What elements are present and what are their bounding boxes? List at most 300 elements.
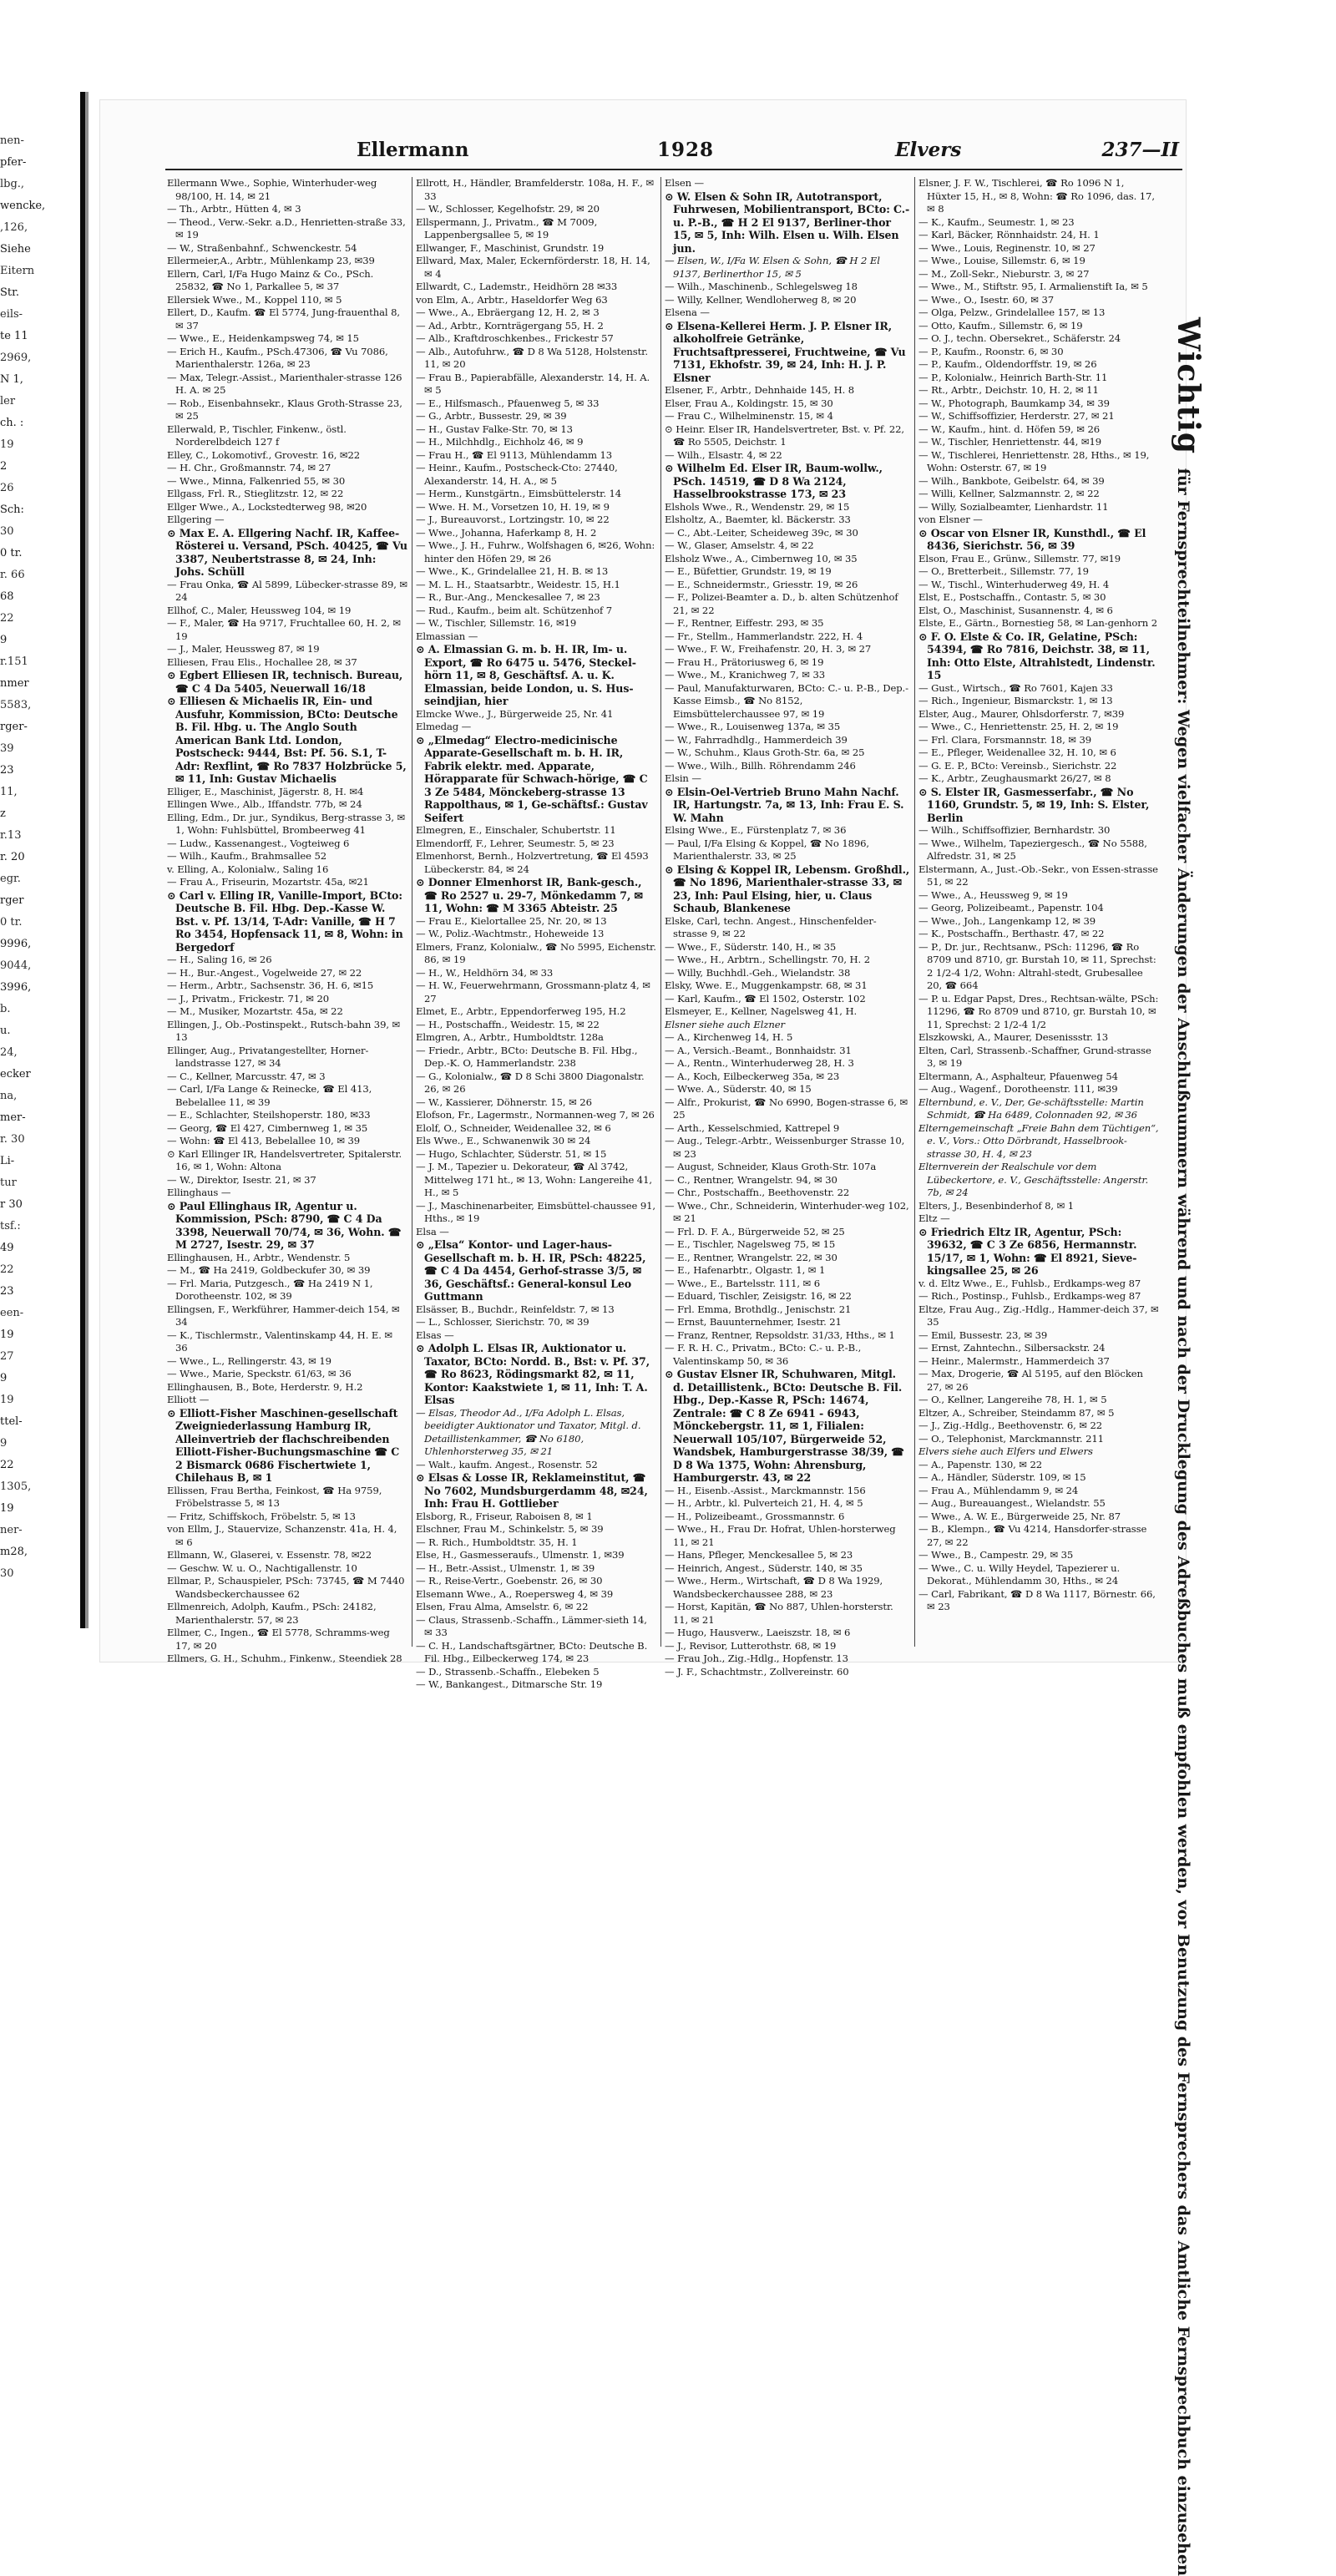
edge-fragment: 24,	[0, 1046, 18, 1059]
directory-entry: — Arth., Kesselschmied, Kattrepel 9	[665, 1121, 840, 1134]
directory-entry: — Wwe., A., Ebräergang 12, H. 2, ✉ 3	[416, 306, 600, 318]
directory-entry: — Frau C., Wilhelminenstr. 15, ✉ 4	[665, 410, 833, 422]
notice-text: für Fernsprechteilnehmer: Wegen vielfacher Änderungen der Anschlußnummern während und nach der Drucklegung des Adreßbuches muß empfohlen werden, vor Benutzung des Fernsprechers das Amtliche Fernsprechbuch einzusehen	[1174, 468, 1192, 2576]
directory-entry: — Rich., Ingenieur, Bismarckstr. 1, ✉ 13	[918, 695, 1113, 706]
directory-entry: Elmendorff, F., Lehrer, Seumestr. 5, ✉ 23	[416, 837, 615, 849]
directory-entry: — Wilh., Schiffsoffizier, Bernhardstr. 30	[918, 824, 1111, 836]
directory-entry: Elschner, Frau M., Schinkelstr. 5, ✉ 39	[416, 1523, 604, 1535]
directory-entry: Ellermeier,A., Arbtr., Mühlenkamp 23, ✉39	[167, 255, 375, 266]
directory-entry: ⊙ Elsing & Koppel IR, Lebensm. Großhdl., ☎ No 1896, Marienthaler-strasse 33, ✉ 23, Inh: Paul Elsing, hier, u. Claus Schaub, Blankenese	[665, 863, 910, 914]
directory-entry: Elsemann Wwe., A., Roepersweg 4, ✉ 39	[416, 1587, 614, 1600]
directory-entry: — H., Postschaffn., Weidestr. 15, ✉ 22	[416, 1018, 600, 1030]
directory-entry: — Karl, Bäcker, Rönnhaidstr. 24, H. 1	[918, 229, 1100, 240]
directory-entry: ⊙ Wilhelm Ed. Elser IR, Baum-wollw., PSch. 14519, ☎ D 8 Wa 2124, Hasselbrookstrasse 173, ✉ 23	[665, 462, 883, 500]
directory-entry: — H., Arbtr., kl. Pulverteich 21, H. 4, ✉ 5	[665, 1497, 863, 1509]
directory-entry: — Erich H., Kaufm., PSch.47306, ☎ Vu 7086, Marienthalerstr. 126a, ✉ 23	[167, 345, 388, 370]
edge-fragment: 19	[0, 438, 14, 451]
directory-entry: Ellinghaus —	[167, 1187, 231, 1198]
directory-entry: — Willi, Kellner, Salzmannstr. 2, ✉ 22	[918, 488, 1100, 499]
directory-entry: — F., Maler, ☎ Ha 9717, Fruchtallee 60, H. 2, ✉ 19	[167, 617, 402, 642]
directory-entry: — Wohn: ☎ El 413, Bebelallee 10, ✉ 39	[167, 1135, 361, 1146]
directory-entry: — H., Polizeibeamt., Grossmannstr. 6	[665, 1510, 845, 1522]
directory-entry: — J., Zig.-Hdlg., Beethovenstr. 6, ✉ 22	[918, 1420, 1103, 1431]
directory-entry: — Gust., Wirtsch., ☎ Ro 7601, Kajen 33	[918, 681, 1113, 694]
directory-entry: — K., Kaufm., Seumestr. 1, ✉ 23	[918, 215, 1075, 228]
directory-entry: — Karl, Kaufm., ☎ El 1502, Osterstr. 102	[665, 992, 866, 1005]
directory-entry: — W., Glaser, Amselstr. 4, ✉ 22	[665, 539, 814, 551]
directory-entry: — W., Poliz.-Wachtmstr., Hoheweide 13	[416, 928, 605, 939]
directory-entry: — Wwe., Chr., Schneiderin, Winterhuder-weg 102, ✉ 21	[665, 1199, 909, 1224]
directory-entry: Elster, Aug., Maurer, Ohlsdorferstr. 7, ✉39	[918, 707, 1125, 720]
directory-entry: Elofson, Fr., Lagermstr., Normannen-weg 7, ✉ 26	[416, 1109, 655, 1121]
directory-entry: Ellmers, G. H., Schuhm., Finkenw., Steendiek 28	[167, 1652, 402, 1664]
edge-fragment: tsf.:	[0, 1220, 21, 1232]
directory-entry: Eltze, Frau Aug., Zig.-Hdlg., Hammer-deich 37, ✉ 35	[918, 1303, 1159, 1328]
edge-fragment: 0 tr.	[0, 547, 23, 559]
directory-entry: — W., Photograph, Baumkamp 34, ✉ 39	[918, 397, 1110, 409]
notice-lead: Wichtig	[1171, 317, 1206, 455]
directory-entry: — J., Maler, Heussweg 87, ✉ 19	[167, 643, 320, 655]
directory-entry: ⊙ S. Elster IR, Gasmesserfabr., ☎ No 1160, Grundstr. 5, ✉ 19, Inh: S. Elster, Berlin	[918, 785, 1150, 824]
directory-entry: Ellmann, W., Glaserei, v. Essenstr. 78, ✉22	[167, 1549, 372, 1561]
directory-entry: ⊙ Carl v. Elling IR, Vanille-Import, BCto: Deutsche B. Fil. Hbg. Dep.-Kasse W. Bst. v. Pf. 13/14, T-Adr: Vanille, ☎ H 7 Ro 3454, Hopfensack 11, ✉ 8, Wohn: in Bergedorf	[167, 888, 403, 954]
edge-fragment: rger	[0, 894, 24, 907]
directory-entry: — Wwe., F., Süderstr. 140, H., ✉ 35	[665, 940, 837, 953]
edge-fragment: 9	[0, 1437, 8, 1450]
directory-entry: ⊙ W. Elsen & Sohn IR, Autotransport, Fuhrwesen, Mobilientransport, BCto: C.-u. P.-B., ☎ H 2 El 9137, Berliner-thor 15, ✉ 5, Inh: Wilh. Elsen u. Wilh. Elsen jun.	[665, 190, 910, 255]
directory-columns	[167, 177, 1177, 1690]
directory-entry: Elmegren, E., Einschaler, Schubertstr. 11	[416, 824, 616, 836]
directory-entry: — Wilh., Elsastr. 4, ✉ 22	[665, 448, 782, 461]
directory-entry: — O., Telephonist, Marckmannstr. 211	[918, 1432, 1104, 1445]
directory-entry: — W., Schuhm., Klaus Groth-Str. 6a, ✉ 25	[665, 746, 865, 758]
directory-entry: — Heinr., Malermstr., Hammerdeich 37	[918, 1354, 1110, 1367]
directory-entry: — Otto, Kaufm., Sillemstr. 6, ✉ 19	[918, 319, 1083, 331]
left-page-edge	[0, 0, 84, 1818]
directory-entry: Ellermann Wwe., Sophie, Winterhuder-weg 98/100, H. 14, ✉ 21	[167, 177, 377, 202]
directory-entry: — E., Hafenarbtr., Olgastr. 1, ✉ 1	[665, 1264, 826, 1276]
edge-fragment: rger-	[0, 721, 28, 733]
directory-entry: — Rt., Arbtr., Deichstr. 10, H. 2, ✉ 11	[918, 384, 1099, 396]
directory-entry: — Frau B., Papierabfälle, Alexanderstr. 14, H. A. ✉ 5	[416, 371, 650, 396]
directory-entry: — Wwe., E., Heidenkampsweg 74, ✉ 15	[167, 332, 359, 344]
directory-entry: — W., Tischler, Henriettenstr. 44, ✉19	[918, 436, 1102, 448]
directory-entry: — Friedr., Arbtr., BCto: Deutsche B. Fil. Hbg., Dep.-K. O, Hammerlandstr. 238	[416, 1044, 638, 1069]
directory-entry: — C. H., Landschaftsgärtner, BCto: Deutsche B. Fil. Hbg., Eilbeckerweg 174, ✉ 23	[416, 1639, 648, 1664]
edge-fragment: 49	[0, 1242, 14, 1254]
directory-entry: — Wwe. A., Süderstr. 40, ✉ 15	[665, 1083, 812, 1095]
directory-entry: — Carl, I/Fa Lange & Reinecke, ☎ El 413, Bebelallee 11, ✉ 39	[167, 1083, 372, 1108]
directory-entry: Elliger, E., Maschinist, Jägerstr. 8, H. ✉4	[167, 785, 364, 797]
edge-fragment: pfer-	[0, 156, 27, 169]
edge-fragment: Siehe	[0, 243, 31, 256]
directory-entry: ⊙ Karl Ellinger IR, Handelsvertreter, Spitalerstr. 16, ✉ 1, Wohn: Altona	[167, 1147, 402, 1172]
directory-entry: ⊙ Friedrich Eltz IR, Agentur, PSch: 39632, ☎ C 3 Ze 6856, Hermannstr. 15/17, ✉ 1, Wohn: ☎ El 8921, Sieve-kingsallee 25, ✉ 26	[918, 1225, 1137, 1277]
edge-fragment: 22	[0, 612, 14, 625]
directory-entry: von Ellm, J., Stauervize, Schanzenstr. 41a, H. 4, ✉ 6	[167, 1523, 397, 1548]
directory-entry: Ellrott, H., Händler, Bramfelderstr. 108a, H. F., ✉ 33	[416, 177, 655, 202]
directory-entry: — Wwe., L., Rellingerstr. 43, ✉ 19	[167, 1354, 331, 1367]
directory-entry: ⊙ „Elmedag“ Electro-medicinische Apparate-Gesellschaft m. b. H. IR, Fabrik elektr. med. Apparate, Hörapparate für Schwach-hörige, ☎ C 3 Ze 5484, Mönckeberg-strasse 13 Rappolthaus, ✉ 1, Ge-schäftsf.: Gustav Seifert	[416, 733, 648, 824]
directory-entry: Eltermann, A., Asphalteur, Pfauenweg 54	[918, 1070, 1118, 1082]
edge-fragment: Sch:	[0, 504, 24, 516]
directory-entry: Elley, C., Lokomotivf., Grovestr. 16, ✉22	[167, 448, 361, 461]
directory-entry: — Wwe., M., Kranichweg 7, ✉ 33	[665, 669, 826, 681]
directory-entry: Elmcke Wwe., J., Bürgerweide 25, Nr. 41	[416, 707, 614, 720]
directory-entry: Ellgass, Frl. R., Stieglitzstr. 12, ✉ 22	[167, 488, 344, 499]
directory-entry: — Wwe., H., Frau Dr. Hofrat, Uhlen-horsterweg 11, ✉ 21	[665, 1523, 896, 1548]
edge-fragment: 19	[0, 1394, 14, 1406]
directory-entry: — Hans, Pfleger, Menckesallee 5, ✉ 23	[665, 1549, 853, 1561]
directory-entry: ⊙ Heinr. Elser IR, Handelsvertreter, Bst. v. Pf. 22, ☎ Ro 5505, Deichstr. 1	[665, 423, 905, 448]
directory-entry: ⊙ Egbert Elliesen IR, technisch. Bureau, ☎ C 4 Da 5405, Neuerwall 16/18	[167, 669, 403, 695]
directory-entry: — Wwe., A. W. E., Bürgerweide 25, Nr. 87	[918, 1510, 1121, 1522]
edge-fragment: lbg.,	[0, 178, 25, 190]
directory-entry: — Ad., Arbtr., Kornträgergang 55, H. 2	[416, 319, 604, 331]
directory-entry: Elsner, J. F. W., Tischlerei, ☎ Ro 1096 N 1, Hüxter 15, H., ✉ 8, Wohn: ☎ Ro 1096, das. 17, ✉ 8	[918, 177, 1155, 215]
directory-entry: — R., Bur.-Ang., Menckesallee 7, ✉ 23	[416, 591, 600, 603]
directory-entry: v. Elling, A., Kolonialw., Saling 16	[167, 863, 329, 875]
header-rule	[165, 169, 1182, 170]
directory-entry: — W., Kaufm., hint. d. Höfen 59, ✉ 26	[918, 423, 1101, 435]
directory-entry: ⊙ Paul Ellinghaus IR, Agentur u. Kommission, PSch: 8790, ☎ C 4 Da 3398, Neuerwall 70/74, ✉ 36, Wohn. ☎ M 2727, Isestr. 29, ✉ 37	[167, 1199, 402, 1251]
column-divider	[914, 177, 915, 1647]
edge-fragment: 68	[0, 590, 14, 603]
directory-entry: Elters, J., Besenbinderhof 8, ✉ 1	[918, 1199, 1075, 1212]
edge-fragment: ler	[0, 395, 16, 407]
directory-entry: — Wwe., Louise, Sillemstr. 6, ✉ 19	[918, 255, 1086, 266]
directory-entry: Elstermann, A., Just.-Ob.-Sekr., von Essen-strasse 51, ✉ 22	[918, 863, 1158, 888]
edge-fragment: Eitern	[0, 265, 35, 277]
directory-entry: Elson, Frau E., Grünw., Sillemstr. 77, ✉19	[918, 552, 1121, 564]
directory-entry: — J. F., Schachtmstr., Zollvereinstr. 60	[665, 1665, 849, 1678]
directory-entry: — Wwe., Wilh., Billh. Röhrendamm 246	[665, 759, 856, 772]
directory-entry: — A., Papenstr. 130, ✉ 22	[918, 1458, 1043, 1470]
edge-fragment: nen-	[0, 134, 24, 147]
directory-entry: Elsässer, B., Buchdr., Reinfeldstr. 7, ✉ 13	[416, 1303, 615, 1315]
directory-entry: — Elsas, Theodor Ad., I/Fa Adolph L. Elsas, beeidigter Auktionator und Taxator, Mitgl. d. Detaillistenkammer, ☎ No 6180, Uhlenhorsterweg 35, ✉ 21	[416, 1406, 641, 1457]
column-3	[665, 177, 910, 1678]
directory-entry: ⊙ Adolph L. Elsas IR, Auktionator u. Taxator, BCto: Nordd. B., Bst: v. Pf. 37, ☎ Ro 8623, Rödingsmarkt 82, ✉ 11, Kontor: Kaakstwiete 1, ✉ 11, Inh: T. A. Elsas	[416, 1342, 650, 1406]
edge-fragment: ttel-	[0, 1415, 23, 1428]
directory-entry: Ellinger, Aug., Privatangestellter, Horner-landstrasse 127, ✉ 34	[167, 1044, 369, 1069]
directory-entry: Elsing Wwe., E., Fürstenplatz 7, ✉ 36	[665, 824, 847, 836]
edge-fragment: nmer	[0, 677, 29, 690]
directory-entry: Ellger Wwe., A., Lockstedterweg 98, ✉20	[167, 500, 367, 513]
directory-entry: — Emil, Bussestr. 23, ✉ 39	[918, 1328, 1048, 1341]
directory-entry: — Georg, ☎ El 427, Cimbernweg 1, ✉ 35	[167, 1121, 368, 1134]
directory-entry: — G. E. P., BCto: Vereinsb., Sierichstr. 22	[918, 759, 1117, 772]
directory-entry: Elske, Carl, techn. Angest., Hinschenfelder-strasse 9, ✉ 22	[665, 914, 877, 939]
directory-entry: — W., Tischlerei, Henriettenstr. 28, Hths., ✉ 19, Wohn: Osterstr. 67, ✉ 19	[918, 448, 1150, 473]
directory-entry: — H., Saling 16, ✉ 26	[167, 954, 272, 965]
directory-entry: — H., W., Heldhörn 34, ✉ 33	[416, 966, 554, 979]
edge-fragment: r.13	[0, 829, 22, 842]
directory-entry: — A., Rentn., Winterhuderweg 28, H. 3	[665, 1057, 854, 1069]
edge-fragment: egr.	[0, 873, 21, 885]
edge-fragment: 9	[0, 634, 8, 646]
directory-entry: — W., Kassierer, Döhnerstr. 15, ✉ 26	[416, 1096, 592, 1108]
edge-fragment: 26	[0, 482, 14, 494]
directory-entry: ⊙ Oscar von Elsner IR, Kunsthdl., ☎ El 8436, Sierichstr. 56, ✉ 39	[918, 526, 1146, 552]
directory-entry: — F., Rentner, Eiffestr. 293, ✉ 35	[665, 617, 824, 629]
directory-entry: — J., Revisor, Lutterothstr. 68, ✉ 19	[665, 1639, 837, 1652]
directory-entry: — B., Klempn., ☎ Vu 4214, Hansdorfer-strasse 27, ✉ 22	[918, 1523, 1147, 1548]
directory-entry: — D., Strassenb.-Schaffn., Elebeken 5	[416, 1665, 600, 1678]
directory-entry: — M., Musiker, Mozartstr. 45a, ✉ 22	[167, 1005, 343, 1017]
directory-entry: ⊙ Elsena-Kellerei Herm. J. P. Elsner IR, alkoholfreie Getränke, Fruchtsaftpresserei, Fruchtweine, ☎ Vu 7131, Ekhofstr. 39, ✉ 24, Inh: H. J. P. Elsner	[665, 319, 906, 384]
directory-entry: — Herm., Kunstgärtn., Eimsbüttelerstr. 14	[416, 488, 622, 499]
edge-fragment: b.	[0, 1003, 11, 1015]
directory-entry: ⊙ Gustav Elsner IR, Schuhwaren, Mitgl. d. Detaillistenk., BCto: Deutsche B. Fil. Hbg., Dep.-Kasse R, PSch: 14674, Zentrale: ☎ C 8 Ze 6941 - 6943, Mönckebergstr. 11, ✉ 1, Filialen: Neuerwall 105/107, Bürgerweide 52, Wandsbek, Hamburgerstrasse 38/39, ☎ D 8 Wa 1375, Wohn: Ahrensburg, Hamburgerstr. 43, ✉ 22	[665, 1368, 904, 1484]
directory-entry: — H., Milchhdlg., Eichholz 46, ✉ 9	[416, 436, 584, 448]
directory-entry: Eltzer, A., Schreiber, Steindamm 87, ✉ 5	[918, 1406, 1115, 1419]
directory-entry: — C., Rentner, Wrangelstr. 94, ✉ 30	[665, 1173, 838, 1186]
directory-entry: Elvers siehe auch Elfers und Elwers	[918, 1445, 1093, 1457]
edge-fragment: ,126,	[0, 221, 28, 234]
directory-entry: — L., Schlosser, Sierichstr. 70, ✉ 39	[416, 1316, 590, 1328]
directory-entry: Ellwardt, C., Lademstr., Heidhörn 28 ✉33	[416, 281, 618, 292]
directory-entry: ⊙ Elliesen & Michaelis IR, Ein- und Ausfuhr, Kommission, BCto: Deutsche B. Fil. Hbg. u. The Anglo South American Bank Ltd. London, Postscheck: 9444, Bst: Pf. 56. S.1, T-Adr: Rexflint, ☎ Ro 7837 Holzbrücke 5, ✉ 11, Inh: Gustav Michaelis	[167, 695, 407, 785]
directory-entry: — Aug., Wagenf., Dorotheenstr. 111, ✉39	[918, 1083, 1118, 1095]
directory-entry: — F. R. H. C., Privatm., BCto: C.- u. P.-B., Valentinskamp 50, ✉ 36	[665, 1342, 862, 1367]
directory-entry: ⊙ „Elsa“ Kontor- und Lager-haus-Gesellschaft m. b. H. IR, PSch: 48225, ☎ C 4 Da 4454, Gerhof-strasse 3/5, ✉ 36, Geschäftsf.: General-konsul Leo Guttmann	[416, 1238, 646, 1303]
directory-entry: — Frl. D. F. A., Bürgerweide 52, ✉ 25	[665, 1225, 845, 1237]
directory-entry: ⊙ F. O. Elste & Co. IR, Gelatine, PSch: 54394, ☎ Ro 7816, Deichstr. 38, ✉ 11, Inh: Otto Elste, Altrahlstedt, Lindenstr. 15	[918, 630, 1156, 681]
edge-fragment: 9044,	[0, 959, 32, 972]
directory-entry: — Frau Onka, ☎ Al 5899, Lübecker-strasse 89, ✉ 24	[167, 578, 408, 603]
header-year: 1928	[657, 139, 715, 161]
column-2	[416, 177, 656, 1690]
directory-entry: — Frl. Maria, Putzgesch., ☎ Ha 2419 N 1, Dorotheenstr. 102, ✉ 39	[167, 1277, 373, 1302]
edge-fragment: r. 30	[0, 1133, 25, 1146]
phone-notice	[1161, 317, 1206, 2576]
edge-fragment: 30	[0, 525, 14, 538]
edge-fragment: N 1,	[0, 373, 23, 386]
directory-entry: Elliesen, Frau Elis., Hochallee 28, ✉ 37	[167, 655, 357, 668]
edge-fragment: 19	[0, 1502, 14, 1515]
directory-entry: Ellmenreich, Adolph, Kaufm., PSch: 24182, Marienthalerstr. 57, ✉ 23	[167, 1601, 377, 1626]
directory-entry: — Horst, Kapitän, ☎ No 887, Uhlen-horsterstr. 11, ✉ 21	[665, 1601, 893, 1626]
directory-entry: ⊙ Elsin-Oel-Vertrieb Bruno Mahn Nachf. IR, Hartungstr. 7a, ✉ 13, Inh: Frau E. S. W. Mahn	[665, 785, 904, 824]
directory-entry: von Elsner —	[918, 514, 983, 525]
directory-entry: — K., Tischlermstr., Valentinskamp 44, H. E. ✉ 36	[167, 1328, 393, 1354]
directory-entry: Elsen —	[665, 177, 705, 189]
edge-fragment: 22	[0, 1263, 14, 1276]
directory-entry: — Eduard, Tischler, Zeisigstr. 16, ✉ 22	[665, 1290, 852, 1302]
directory-entry: — W., Bankangest., Ditmarsche Str. 19	[416, 1678, 603, 1690]
directory-entry: — Geschw. W. u. O., Nachtigallenstr. 10	[167, 1561, 357, 1574]
directory-entry: Elterngemeinschaft „Freie Bahn dem Tüchtigen“, e. V., Vors.: Otto Dörbrandt, Hasselbrook-strasse 30, H. 4, ✉ 23	[918, 1121, 1159, 1160]
directory-entry: — H., Eisenb.-Assist., Marckmannstr. 156	[665, 1484, 866, 1496]
directory-entry: — Heinr., Kaufm., Postscheck-Cto: 27440, Alexanderstr. 14, H. A., ✉ 5	[416, 462, 618, 487]
edge-fragment: tur	[0, 1177, 17, 1189]
edge-fragment: 3996,	[0, 981, 32, 994]
directory-entry: Elmgren, A., Arbtr., Humboldtstr. 128a	[416, 1031, 604, 1043]
directory-entry: Elsner siehe auch Elzner	[665, 1018, 785, 1030]
directory-entry: — P., Kaufm., Roonstr. 6, ✉ 30	[918, 345, 1064, 357]
directory-entry: — Wwe., F. W., Freihafenstr. 20, H. 3, ✉ 27	[665, 643, 872, 655]
directory-entry: — A., Händler, Süderstr. 109, ✉ 15	[918, 1471, 1086, 1483]
directory-entry: — E., Hilfsmasch., Pfauenweg 5, ✉ 33	[416, 397, 600, 409]
directory-entry: Elshols Wwe., R., Wendenstr. 29, ✉ 15	[665, 500, 850, 513]
directory-entry: — Rob., Eisenbahnsekr., Klaus Groth-Strasse 23, ✉ 25	[167, 397, 402, 422]
directory-entry: Ellerwald, P., Tischler, Finkenw., östl. Norderelbdeich 127 f	[167, 423, 347, 448]
directory-entry: — W., Tischl., Winterhuderweg 49, H. 4	[918, 578, 1110, 590]
column-divider	[660, 177, 661, 1647]
directory-entry: Elst, E., Postschaffn., Contastr. 5, ✉ 30	[918, 591, 1106, 603]
directory-entry: — P., Kolonialw., Heinrich Barth-Str. 11	[918, 371, 1108, 383]
directory-entry: — Wwe., C., Henriettenstr. 25, H. 2, ✉ 19	[918, 721, 1119, 732]
directory-entry: — M., Zoll-Sekr., Nieburstr. 3, ✉ 27	[918, 267, 1090, 280]
edge-fragment: 9	[0, 1372, 8, 1384]
edge-fragment: r 30	[0, 1198, 23, 1211]
directory-entry: Els Wwe., E., Schwanenwik 30 ✉ 24	[416, 1135, 591, 1146]
directory-entry: — Willy, Sozialbeamter, Lienhardstr. 11	[918, 500, 1109, 513]
directory-entry: Elmassian —	[416, 630, 478, 642]
edge-fragment: 23	[0, 764, 14, 777]
edge-fragment: r.151	[0, 655, 28, 668]
edge-fragment: te 11	[0, 330, 28, 342]
directory-entry: — G., Arbtr., Bussestr. 29, ✉ 39	[416, 410, 567, 422]
edge-fragment: na,	[0, 1090, 18, 1102]
directory-entry: — Wwe., Joh., Langenkamp 12, ✉ 39	[918, 914, 1096, 927]
edge-fragment: 2	[0, 460, 8, 473]
edge-fragment: r. 66	[0, 569, 25, 581]
directory-entry: — Wwe., K., Grindelallee 21, H. B. ✉ 13	[416, 565, 609, 577]
directory-page	[100, 100, 1206, 2576]
directory-entry: — J. M., Tapezier u. Dekorateur, ☎ Al 3742, Mittelweg 171 ht., ✉ 13, Wohn: Langereihe 41, H., ✉ 5	[416, 1161, 652, 1198]
directory-entry: Ellward, Max, Maler, Eckernförderstr. 18, H. 14, ✉ 4	[416, 255, 650, 280]
directory-entry: — Carl, Fabrikant, ☎ D 8 Wa 1117, Börnestr. 66, ✉ 23	[918, 1587, 1156, 1612]
edge-fragment: eils-	[0, 308, 23, 321]
directory-entry: — Aug., Telegr.-Arbtr., Weissenburger Strasse 10, ✉ 23	[665, 1135, 905, 1160]
directory-entry: — Wwe., Herm., Wirtschaft, ☎ D 8 Wa 1929, Wandsbeckerchaussee 288, ✉ 23	[665, 1575, 883, 1600]
header-last-name: Elvers	[895, 139, 962, 161]
edge-fragment: ecker	[0, 1068, 31, 1081]
edge-fragment: 9996,	[0, 938, 32, 950]
directory-entry: — H. W., Feuerwehrmann, Grossmann-platz 4, ✉ 27	[416, 979, 650, 1005]
edge-fragment: mer-	[0, 1111, 26, 1124]
directory-entry: — Alb., Kraftdroschkenbes., Frickestr 57	[416, 332, 614, 344]
edge-fragment: Str.	[0, 286, 20, 299]
directory-entry: — F., Polizei-Beamter a. D., b. alten Schützenhof 21, ✉ 22	[665, 591, 898, 616]
edge-fragment: 1305,	[0, 1480, 32, 1493]
directory-entry: — Claus, Strassenb.-Schaffn., Lämmer-sieth 14, ✉ 33	[416, 1613, 647, 1638]
directory-entry: — Frau E., Kielortallee 25, Nr. 20, ✉ 13	[416, 914, 607, 927]
directory-entry: — Willy, Buchhdl.-Geh., Wielandstr. 38	[665, 966, 851, 979]
directory-entry: — E., Pfleger, Weidenallee 32, H. 10, ✉ 6	[918, 746, 1116, 758]
edge-fragment: 2969,	[0, 352, 32, 364]
directory-entry: Elsky, Wwe. E., Muggenkampstr. 68, ✉ 31	[665, 979, 868, 991]
directory-entry: — Alb., Autofuhrw., ☎ D 8 Wa 5128, Holstenstr. 11, ✉ 20	[416, 345, 648, 370]
directory-entry: — Chr., Postschaffn., Beethovenstr. 22	[665, 1187, 850, 1198]
column-4	[918, 177, 1159, 1647]
directory-entry: — Rud., Kaufm., beim alt. Schützenhof 7	[416, 604, 613, 616]
edge-fragment: 27	[0, 1350, 14, 1363]
directory-entry: Ellersiek Wwe., M., Koppel 110, ✉ 5	[167, 293, 342, 306]
directory-entry: — Fr., Stellm., Hammerlandstr. 222, H. 4	[665, 630, 863, 642]
directory-entry: ⊙ A. Elmassian G. m. b. H. IR, Im- u. Export, ☎ Ro 6475 u. 5476, Steckel-hörn 11, ✉ 8, Geschäftsf. A. u. K. Elmassian, beide London, u. S. Hus-seindjian, hier	[416, 643, 636, 707]
directory-entry: — K., Postschaffn., Berthastr. 47, ✉ 22	[918, 928, 1105, 939]
directory-entry: Ellspermann, J., Privatm., ☎ M 7009, Lappenbergsallee 5, ✉ 19	[416, 215, 598, 240]
column-1	[167, 177, 408, 1664]
directory-entry: — W., Direktor, Isestr. 21, ✉ 37	[167, 1173, 316, 1186]
edge-fragment: m28,	[0, 1546, 28, 1558]
directory-entry: — Max, Telegr.-Assist., Marienthaler-strasse 126 H. A. ✉ 25	[167, 371, 402, 396]
directory-entry: — Wwe., O., Isestr. 60, ✉ 37	[918, 293, 1055, 306]
directory-entry: — W., Straßenbahnf., Schwenckestr. 54	[167, 241, 357, 254]
directory-entry: — Olga, Pelzw., Grindelallee 157, ✉ 13	[918, 306, 1106, 318]
directory-entry: — Frau H., ☎ El 9113, Mühlendamm 13	[416, 448, 613, 461]
directory-entry: — Aug., Bureauangest., Wielandstr. 55	[918, 1497, 1106, 1509]
directory-entry: — Georg, Polizeibeamt., Papenstr. 104	[918, 902, 1104, 913]
directory-entry: Elmers, Franz, Kolonialw., ☎ No 5995, Eichenstr. 86, ✉ 19	[416, 940, 656, 965]
directory-entry: Ellgering —	[167, 514, 225, 525]
directory-entry: Elliott —	[167, 1394, 210, 1405]
directory-entry: — Heinrich, Angest., Süderstr. 140, ✉ 35	[665, 1561, 863, 1574]
directory-entry: Ellissen, Frau Bertha, Feinkost, ☎ Ha 9759, Fröbelstrasse 5, ✉ 13	[167, 1484, 382, 1509]
directory-entry: Elling, Edm., Dr. jur., Syndikus, Berg-strasse 3, ✉ 1, Wohn: Fuhlsbüttel, Brombeerweg 41	[167, 811, 406, 836]
directory-entry: — Rich., Postinsp., Fuhlsb., Erdkamps-weg 87	[918, 1290, 1141, 1302]
directory-entry: — Frl. Emma, Brothdlg., Jenischstr. 21	[665, 1303, 852, 1315]
directory-entry: Elsen, Frau Alma, Amselstr. 6, ✉ 22	[416, 1601, 589, 1612]
directory-entry: — H., Bur.-Angest., Vogelweide 27, ✉ 22	[167, 966, 362, 979]
directory-entry: — Paul, I/Fa Elsing & Koppel, ☎ No 1896, Marienthalerstr. 33, ✉ 25	[665, 837, 870, 862]
directory-entry: Elsener, F., Arbtr., Dehnhaide 145, H. 8	[665, 384, 855, 396]
directory-entry: — E., Tischler, Nagelsweg 75, ✉ 15	[665, 1238, 836, 1250]
directory-entry: Elszkowski, A., Maurer, Desenissstr. 13	[918, 1031, 1109, 1043]
directory-entry: Ellingen, J., Ob.-Postinspekt., Rutsch-bahn 39, ✉ 13	[167, 1018, 401, 1043]
edge-fragment: 22	[0, 1459, 14, 1471]
directory-entry: ⊙ Donner Elmenhorst IR, Bank-gesch., ☎ Ro 2527 u. 29-7, Mönkedamm 7, ✉ 11, Wohn: ☎ M 3365 Abteistr. 25	[416, 876, 643, 914]
directory-entry: Else, H., Gasmesseraufs., Ulmenstr. 1, ✉39	[416, 1549, 625, 1561]
directory-entry: Elternbund, e. V., Der, Ge-schäftsstelle: Martin Schmidt, ☎ Ha 6489, Colonnaden 92, ✉ 36	[918, 1096, 1144, 1121]
edge-fragment: ch. :	[0, 417, 24, 429]
directory-entry: — W., Fahrradhdlg., Hammerdeich 39	[665, 733, 848, 746]
directory-entry: — O. J., techn. Obersekret., Schäferstr. 24	[918, 332, 1121, 344]
directory-entry: — Wwe., R., Louisenweg 137a, ✉ 35	[665, 721, 841, 732]
directory-entry: — Frau A., Friseurin, Mozartstr. 45a, ✉21	[167, 876, 369, 888]
directory-entry: — Fritz, Schiffskoch, Fröbelstr. 5, ✉ 13	[167, 1510, 356, 1522]
edge-fragment: 5583,	[0, 699, 32, 711]
directory-entry: — R. Rich., Humboldtstr. 35, H. 1	[416, 1536, 578, 1548]
directory-entry: Ellinghausen, H., Arbtr., Wendenstr. 5	[167, 1251, 351, 1263]
directory-entry: — Wwe., Marie, Speckstr. 61/63, ✉ 36	[167, 1368, 352, 1379]
directory-entry: — Wwe., A., Heussweg 9, ✉ 19	[918, 888, 1068, 901]
directory-entry: — Wwe., H., Arbtrn., Schellingstr. 70, H. 2	[665, 954, 870, 965]
directory-entry: — Wwe., E., Bartelsstr. 111, ✉ 6	[665, 1277, 821, 1289]
directory-entry: — Theod., Verw.-Sekr. a.D., Henrietten-straße 33, ✉ 19	[167, 215, 406, 240]
directory-entry: — Alfr., Prokurist, ☎ No 6990, Bogen-strasse 6, ✉ 25	[665, 1096, 908, 1121]
directory-entry: — J., Privatm., Frickestr. 71, ✉ 20	[167, 992, 330, 1005]
running-header	[169, 139, 1179, 167]
directory-entry: — J., Bureauvorst., Lortzingstr. 10, ✉ 22	[416, 514, 610, 525]
header-first-name: Ellermann	[357, 139, 469, 161]
directory-entry: — Wwe., M., Stiftstr. 95, I. Armalienstift Ia, ✉ 5	[918, 281, 1148, 292]
directory-entry: v. d. Eltz Wwe., E., Fuhlsb., Erdkamps-weg 87	[918, 1277, 1141, 1289]
directory-entry: — M., ☎ Ha 2419, Goldbeckufer 30, ✉ 39	[167, 1264, 371, 1276]
edge-fragment: een-	[0, 1307, 24, 1319]
directory-entry: — C., Kellner, Marcusstr. 47, ✉ 3	[167, 1070, 326, 1082]
directory-entry: — W., Schiffsoffizier, Herderstr. 27, ✉ 21	[918, 410, 1115, 422]
directory-entry: — Walt., kaufm. Angest., Rosenstr. 52	[416, 1458, 598, 1470]
edge-fragment: z	[0, 807, 6, 820]
directory-entry: — J., Maschinenarbeiter, Eimsbüttel-chaussee 91, Hths., ✉ 19	[416, 1199, 655, 1224]
directory-entry: — Wilh., Kaufm., Brahmsallee 52	[167, 850, 327, 862]
edge-fragment: wencke,	[0, 200, 46, 212]
directory-entry: — W., Schlosser, Kegelhofstr. 29, ✉ 20	[416, 203, 600, 215]
